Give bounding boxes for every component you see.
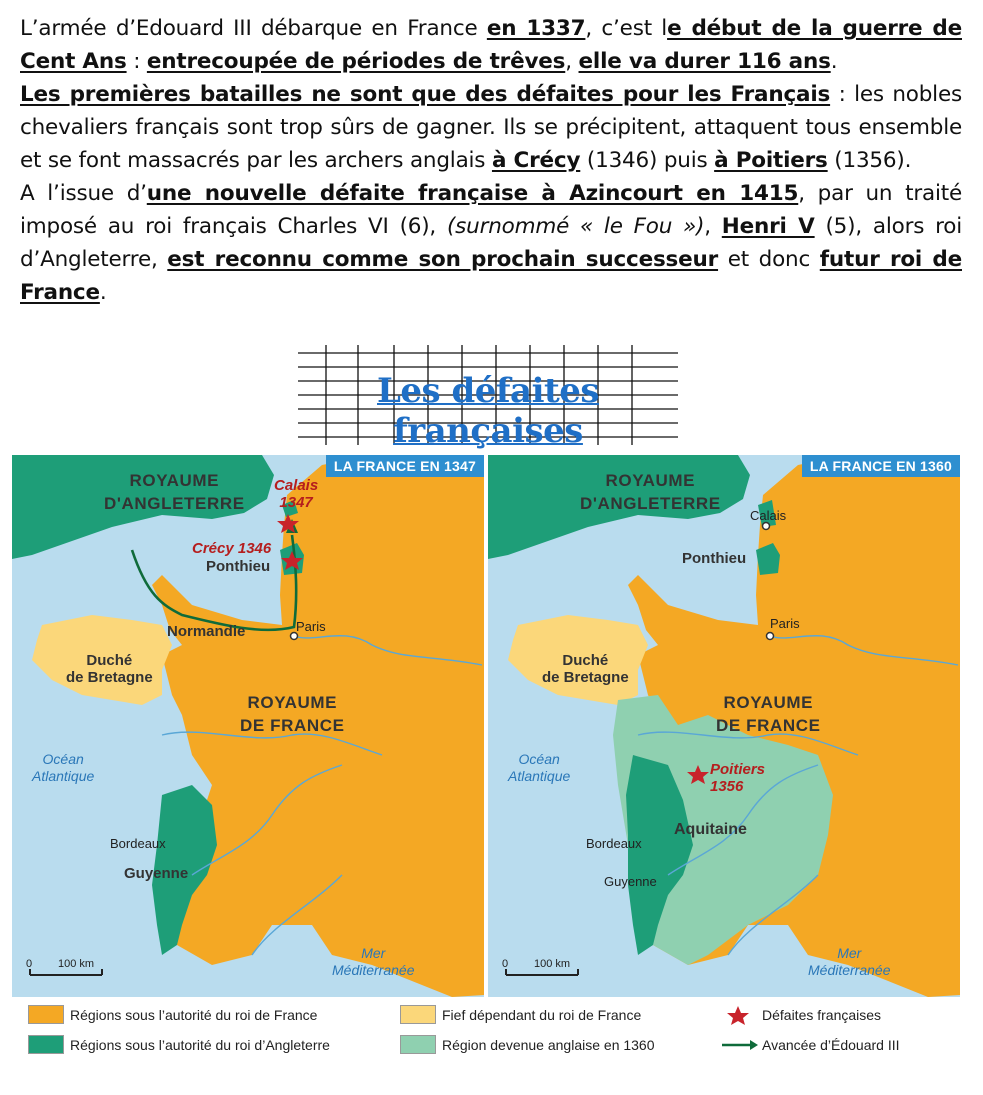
legend-swatch-france [28, 1005, 64, 1024]
label-duche-bretagne: Duché de Bretagne [542, 652, 629, 686]
legend-label: Défaites françaises [762, 1007, 882, 1023]
label-ponthieu: Ponthieu [682, 550, 747, 567]
label-paris: Paris [770, 616, 800, 631]
map-1347 [12, 455, 484, 997]
label-normandie: Normandie [167, 623, 246, 640]
text-span: A l’issue d’ [20, 181, 147, 206]
label-calais: Calais [750, 508, 787, 523]
scale-km: 100 km [534, 958, 571, 970]
legend-swatch-angleterre [28, 1035, 64, 1054]
text-span: . [830, 49, 838, 74]
maps-area [12, 455, 960, 997]
label-royaume-france: ROYAUME DE FRANCE [240, 693, 345, 735]
text-span: , c’est l [585, 16, 668, 41]
map-legend [14, 998, 960, 1066]
text-span: , par un traité imposé au roi français Charles VI (6), [20, 181, 962, 239]
text-span: . [99, 280, 107, 305]
legend-label: Avancée d’Édouard III [762, 1037, 900, 1053]
text-span: Henri V [721, 214, 815, 239]
label-ocean-atlantique: Océan Atlantique [508, 751, 571, 784]
text-span: à Crécy [491, 148, 581, 173]
text-span: , [704, 214, 722, 239]
text-span: : [126, 49, 147, 74]
legend-label: Régions sous l’autorité du roi de France [70, 1007, 318, 1023]
paragraph-3 [20, 177, 962, 309]
label-royaume-france: ROYAUME DE FRANCE [716, 693, 821, 735]
map-1347-badge: LA FRANCE EN 1347 [326, 455, 484, 477]
label-crecy-1346: Crécy 1346 [192, 540, 272, 557]
label-bordeaux: Bordeaux [110, 836, 166, 851]
text-span: une nouvelle défaite française à Azincourt en 1415 [146, 181, 799, 206]
map-1360 [488, 455, 960, 997]
legend-swatch-fief [400, 1005, 436, 1024]
text-span: elle va durer 116 ans [578, 49, 831, 74]
label-poitiers-1356: Poitiers 1356 [710, 761, 766, 795]
star-icon [720, 1004, 756, 1026]
text-span: entrecoupée de périodes de trêves [146, 49, 566, 74]
text-span: (1356). [827, 148, 912, 173]
label-royaume-angleterre: ROYAUME D'ANGLETERRE [104, 471, 245, 513]
text-span: L’armée d’Edouard III débarque en France [20, 16, 487, 41]
label-ocean-atlantique: Océan Atlantique [32, 751, 95, 784]
text-span: en 1337 [486, 16, 586, 41]
text-span: : les nobles chevaliers français sont trop sûrs de gagner. Ils se précipitent, attaquent tous ensemble et se font massacrés par les archers anglais [20, 82, 962, 173]
intro-text [20, 12, 962, 309]
text-span: , [565, 49, 579, 74]
legend-label: Région devenue anglaise en 1360 [442, 1037, 655, 1053]
scale-km: 100 km [58, 958, 95, 970]
label-bordeaux: Bordeaux [586, 836, 642, 851]
label-calais-1347: Calais 1347 [274, 477, 319, 511]
scale-zero: 0 [26, 958, 33, 970]
arrow-icon [720, 1034, 760, 1056]
legend-label: Régions sous l’autorité du roi d’Angleterre [70, 1037, 330, 1053]
label-mer-mediterranee: Mer Méditerranée [332, 945, 415, 978]
text-span: (surnommé « le Fou ») [446, 214, 705, 239]
section-title-box [298, 345, 678, 451]
label-guyenne: Guyenne [124, 865, 189, 882]
label-mer-mediterranee: Mer Méditerranée [808, 945, 891, 978]
paragraph-2 [20, 78, 962, 177]
text-span: futur roi de France [20, 247, 962, 305]
section-title: Les défaites françaises [377, 371, 599, 451]
text-span: à Poitiers [714, 148, 828, 173]
label-duche-bretagne: Duché de Bretagne [66, 652, 153, 686]
label-ponthieu: Ponthieu [206, 558, 271, 575]
label-royaume-angleterre: ROYAUME D'ANGLETERRE [580, 471, 721, 513]
text-span: est reconnu comme son prochain successeur [167, 247, 719, 272]
label-guyenne: Guyenne [604, 874, 657, 889]
legend-label: Fief dépendant du roi de France [442, 1007, 642, 1023]
text-span: (1346) puis [580, 148, 715, 173]
text-span: Les premières batailles ne sont que des défaites pour les Français [20, 82, 831, 107]
label-paris: Paris [296, 619, 326, 634]
scale-zero: 0 [502, 958, 509, 970]
text-span: et donc [718, 247, 820, 272]
label-aquitaine: Aquitaine [674, 821, 747, 838]
text-span: (5), alors roi d’Angleterre, [20, 214, 962, 272]
legend-swatch-anglaise-1360 [400, 1035, 436, 1054]
text-span: e début de la guerre de Cent Ans [20, 16, 962, 74]
paragraph-1 [20, 12, 962, 78]
map-1360-badge: LA FRANCE EN 1360 [802, 455, 960, 477]
